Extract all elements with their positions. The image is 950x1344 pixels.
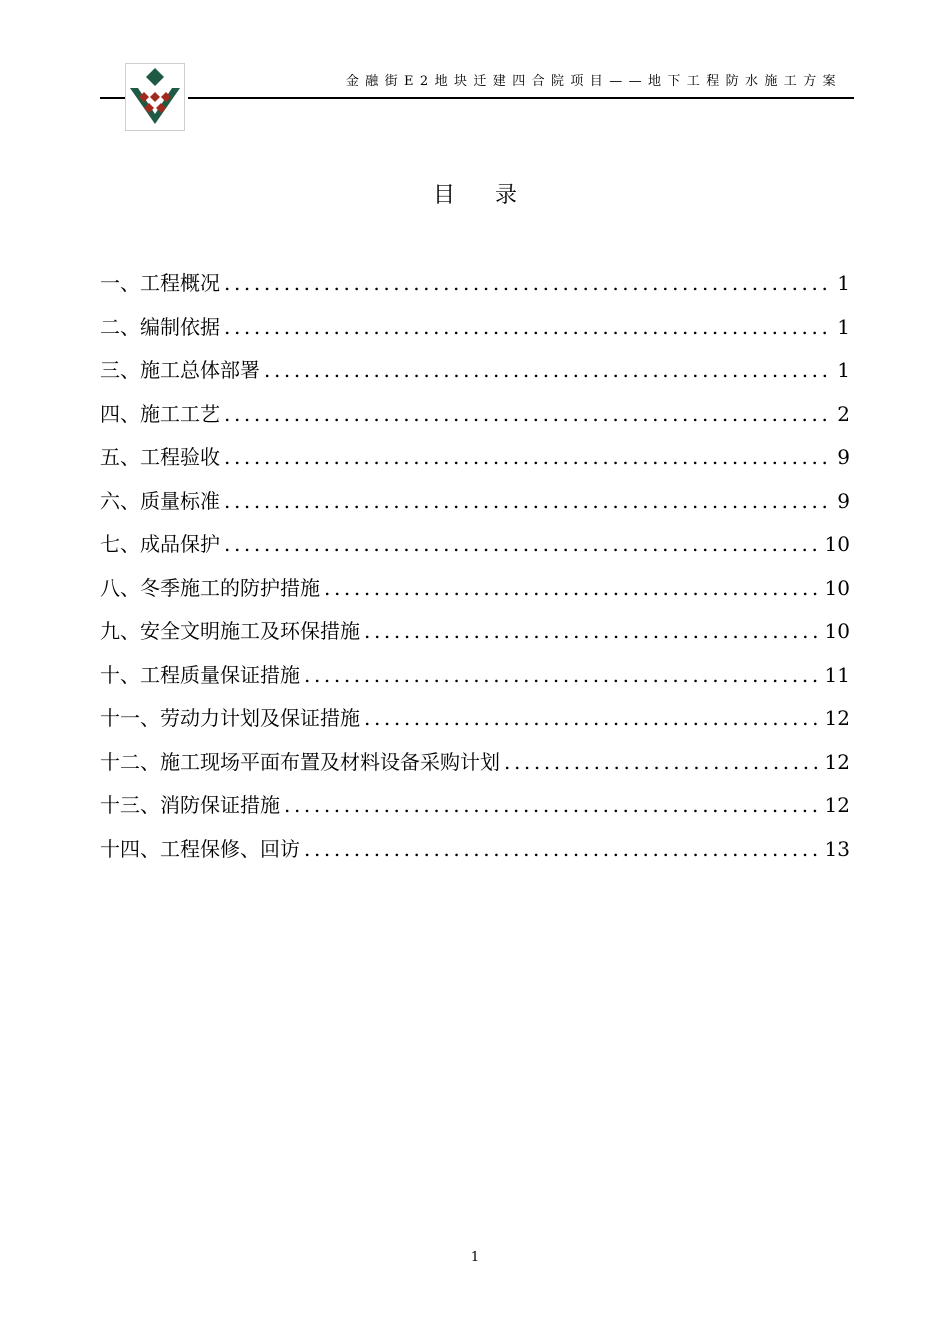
toc-entry[interactable] bbox=[100, 396, 850, 440]
toc-dot-leader bbox=[304, 657, 821, 693]
toc-entry-label: 五、工程验收 bbox=[100, 445, 220, 469]
toc-dot-leader bbox=[284, 787, 821, 823]
toc-entry-label: 一、工程概况 bbox=[100, 271, 220, 295]
toc-entry-label: 七、成品保护 bbox=[100, 532, 220, 556]
toc-entry-page: 10 bbox=[824, 532, 850, 556]
toc-entry-page: 9 bbox=[837, 488, 850, 513]
toc-entry-page: 10 bbox=[824, 619, 850, 643]
toc-entry[interactable] bbox=[100, 744, 850, 788]
logo-emblem-icon bbox=[126, 64, 184, 130]
toc-dot-leader bbox=[364, 700, 821, 736]
toc-entry-label: 十三、消防保证措施 bbox=[100, 793, 280, 817]
toc-entry-page: 10 bbox=[824, 575, 850, 600]
document-title: 目录 bbox=[432, 183, 557, 208]
toc-dot-leader bbox=[224, 309, 833, 345]
toc-entry[interactable] bbox=[100, 483, 850, 527]
toc-dot-leader bbox=[224, 439, 833, 475]
header-rule-left bbox=[100, 97, 126, 99]
toc-dot-leader bbox=[264, 352, 833, 388]
toc-entry-page: 11 bbox=[824, 662, 850, 687]
toc-entry-page: 9 bbox=[837, 445, 850, 469]
toc-entry[interactable] bbox=[100, 352, 850, 396]
toc-entry-label: 二、编制依据 bbox=[100, 314, 220, 339]
toc-entry[interactable] bbox=[100, 700, 850, 744]
toc-entry[interactable] bbox=[100, 526, 850, 570]
company-logo bbox=[125, 63, 185, 131]
toc-entry-page: 13 bbox=[824, 836, 850, 861]
toc-dot-leader bbox=[364, 613, 821, 649]
toc-dot-leader bbox=[224, 526, 821, 562]
header-rule-right bbox=[188, 97, 854, 99]
toc-dot-leader bbox=[224, 396, 833, 432]
toc-entry-page: 1 bbox=[837, 358, 850, 382]
toc-dot-leader bbox=[504, 744, 821, 780]
toc-entry-label: 十二、施工现场平面布置及材料设备采购计划 bbox=[100, 749, 500, 774]
toc-entry[interactable] bbox=[100, 309, 850, 353]
toc-dot-leader bbox=[304, 831, 821, 867]
toc-entry[interactable] bbox=[100, 439, 850, 483]
toc-entry-page: 2 bbox=[837, 401, 850, 426]
toc-entry[interactable] bbox=[100, 570, 850, 614]
toc-entry-page: 12 bbox=[824, 749, 850, 774]
toc-entry[interactable] bbox=[100, 613, 850, 657]
toc-dot-leader bbox=[224, 265, 833, 301]
toc-dot-leader bbox=[224, 483, 833, 519]
toc-entry[interactable] bbox=[100, 265, 850, 309]
toc-entry-label: 六、质量标准 bbox=[100, 488, 220, 513]
toc-entry-label: 十四、工程保修、回访 bbox=[100, 836, 300, 861]
toc-entry-page: 1 bbox=[837, 271, 850, 295]
table-of-contents bbox=[100, 265, 850, 874]
toc-entry-label: 九、安全文明施工及环保措施 bbox=[100, 619, 360, 643]
toc-dot-leader bbox=[324, 570, 821, 606]
toc-entry-page: 12 bbox=[824, 793, 850, 817]
toc-entry[interactable] bbox=[100, 831, 850, 875]
header-title: 金融街E2地块迁建四合院项目——地下工程防水施工方案 bbox=[345, 74, 842, 89]
toc-entry-label: 四、施工工艺 bbox=[100, 401, 220, 426]
toc-entry-label: 三、施工总体部署 bbox=[100, 358, 260, 382]
toc-entry[interactable] bbox=[100, 657, 850, 701]
toc-entry-label: 十一、劳动力计划及保证措施 bbox=[100, 706, 360, 730]
toc-entry-label: 八、冬季施工的防护措施 bbox=[100, 575, 320, 600]
toc-entry-page: 1 bbox=[837, 314, 850, 339]
toc-entry[interactable] bbox=[100, 787, 850, 831]
page-number: 1 bbox=[470, 1250, 480, 1265]
toc-entry-label: 十、工程质量保证措施 bbox=[100, 662, 300, 687]
toc-entry-page: 12 bbox=[824, 706, 850, 730]
